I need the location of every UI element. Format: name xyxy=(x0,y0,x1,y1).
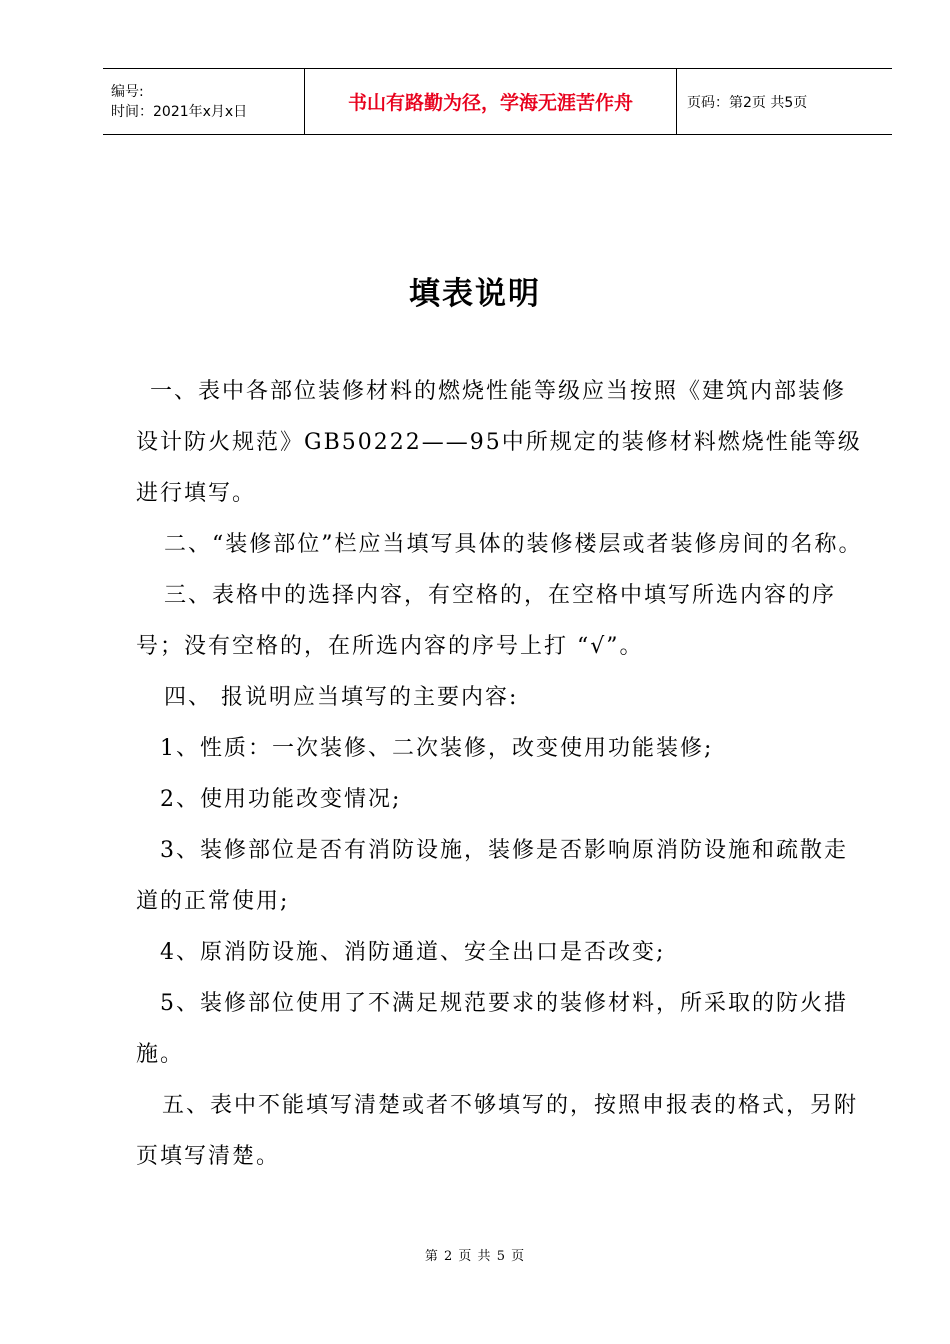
list-item-2: 2、使用功能改变情况; xyxy=(160,787,402,812)
header-meta xyxy=(103,69,305,134)
header-motto: 书山有路勤为径，学海无涯苦作舟 xyxy=(347,92,633,114)
paragraph-5: 五、表中不能填写清楚或者不够填写的，按照申报表的格式，另附页填写清楚。 xyxy=(136,1093,859,1169)
list-item-4: 4、原消防设施、消防通道、安全出口是否改变; xyxy=(160,940,666,965)
paragraph-4: 四、 报说明应当填写的主要内容: xyxy=(164,685,519,710)
paragraph-3: 三、表格中的选择内容，有空格的，在空格中填写所选内容的序号；没有空格的，在所选内容的序号上打 “√”。 xyxy=(136,583,837,659)
paragraph-1: 一、表中各部位装修材料的燃烧性能等级应当按照《建筑内部装修设计防火规范》GB50222——95中所规定的装修材料燃烧性能等级进行填写。 xyxy=(136,379,862,506)
header-time-label: 时间：2021年x月x日 xyxy=(111,103,248,120)
document-title: 填表说明 xyxy=(409,276,541,312)
header-page-cell xyxy=(677,69,892,134)
header-number-label: 编号: xyxy=(111,83,144,100)
header-page-code: 页码：第2页 共5页 xyxy=(687,94,808,111)
list-item-5: 5、装修部位使用了不满足规范要求的装修材料，所采取的防火措施。 xyxy=(136,991,848,1067)
page-footer: 第 2 页 共 5 页 xyxy=(424,1249,526,1264)
header-motto-cell xyxy=(305,69,677,134)
paragraph-2: 二、“装修部位”栏应当填写具体的装修楼层或者装修房间的名称。 xyxy=(164,532,863,557)
list-item-3: 3、装修部位是否有消防设施，装修是否影响原消防设施和疏散走道的正常使用; xyxy=(136,838,848,914)
list-item-1: 1、性质：一次装修、二次装修，改变使用功能装修; xyxy=(160,736,714,761)
page-header xyxy=(103,68,892,135)
document-body xyxy=(136,366,864,1182)
